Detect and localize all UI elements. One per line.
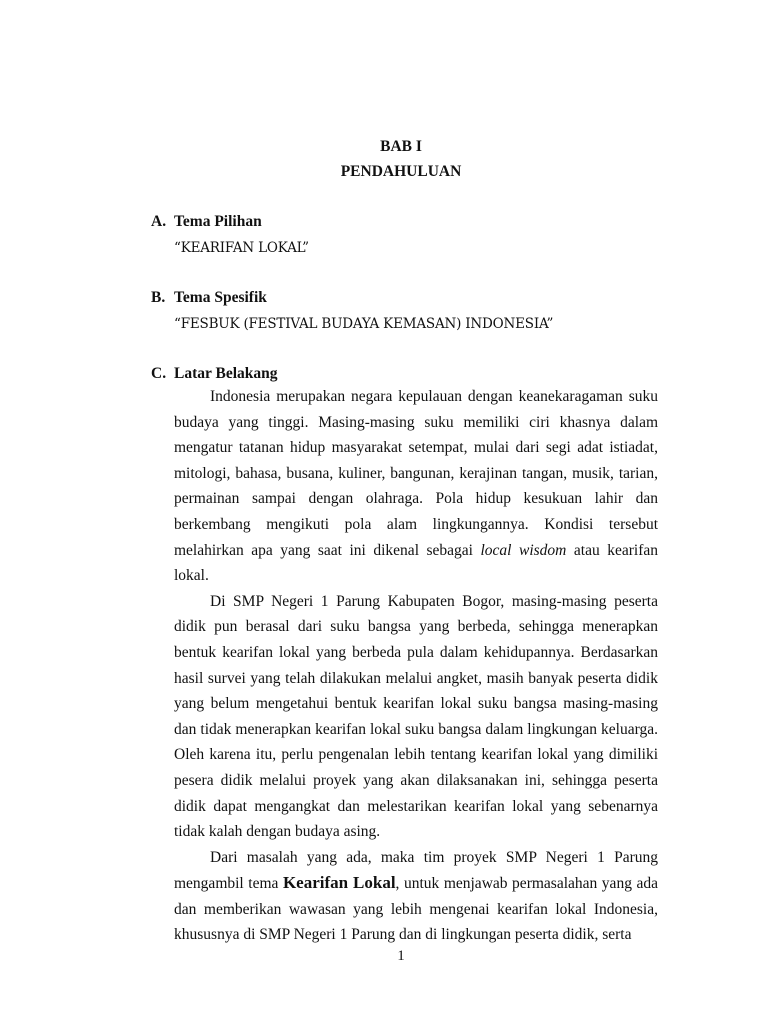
chapter-number: BAB I	[380, 138, 422, 155]
section-a-title: Tema Pilihan	[174, 213, 262, 230]
section-c-body	[174, 384, 658, 948]
section-b-heading	[151, 288, 267, 308]
section-b-subtitle: “FESBUK (FESTIVAL BUDAYA KEMASAN) INDONESIA”	[174, 316, 554, 332]
section-c-heading	[151, 364, 278, 384]
paragraph-3-text-a: Dari masalah yang ada, maka tim proyek SMP Negeri 1 Parung mengambil tema	[174, 848, 658, 893]
section-c-title: Latar Belakang	[174, 365, 278, 382]
page-number: 1	[397, 948, 405, 964]
section-a-subtitle: “KEARIFAN LOKAL”	[174, 240, 309, 256]
section-c-letter: C.	[151, 365, 167, 382]
chapter-title: PENDAHULUAN	[340, 163, 462, 180]
paragraph-1	[174, 384, 658, 589]
section-a-heading	[151, 212, 262, 232]
section-b-letter: B.	[151, 289, 166, 306]
section-b-title: Tema Spesifik	[174, 289, 267, 306]
section-a-letter: A.	[151, 213, 167, 230]
paragraph-3-text-b: , untuk menjawab permasalahan yang ada dan memberikan wawasan yang lebih mengenai kearifan lokal Indonesia, khususnya di SMP Negeri 1 Parung dan di lingkungan peserta didik, serta	[174, 875, 658, 944]
paragraph-1-text-b: atau kearifan lokal.	[174, 541, 658, 585]
paragraph-1-text-a: Indonesia merupakan negara kepulauan dengan keanekaragaman suku budaya yang tinggi. Masing-masing suku memiliki ciri khasnya dalam mengatur tatanan hidup masyarakat setempat, mulai dari segi adat istiadat, mitologi, bahasa, busana, kuliner, bangunan, kerajinan tangan, musik, tarian, permainan sampai dengan olahraga. Pola hidup kesukuan lahir dan berkembang mengikuti pola alam lingkungannya. Kondisi tersebut melahirkan apa yang saat ini dikenal sebagai	[174, 388, 658, 559]
paragraph-3	[174, 845, 658, 948]
paragraph-1-italic: local wisdom	[480, 541, 567, 559]
paragraph-2: Di SMP Negeri 1 Parung Kabupaten Bogor, masing-masing peserta didik pun berasal dari suku bangsa yang berbeda, sehingga menerapkan bentuk kearifan lokal yang berbeda pula dalam kehidupannya. Berdasarkan hasil survei yang telah dilakukan melalui angket, masih banyak peserta didik yang belum mengetahui bentuk kearifan lokal suku bangsa masing-masing dan tidak menerapkan kearifan lokal suku bangsa dalam lingkungan keluarga. Oleh karena itu, perlu pengenalan lebih tentang kearifan lokal yang dimiliki pesera didik melalui proyek yang akan dilaksanakan ini, sehingga peserta didik dapat mengangkat dan melestarikan kearifan lokal yang sebenarnya tidak kalah dengan budaya asing.	[174, 592, 658, 841]
paragraph-3-bold: Kearifan Lokal	[282, 873, 396, 893]
